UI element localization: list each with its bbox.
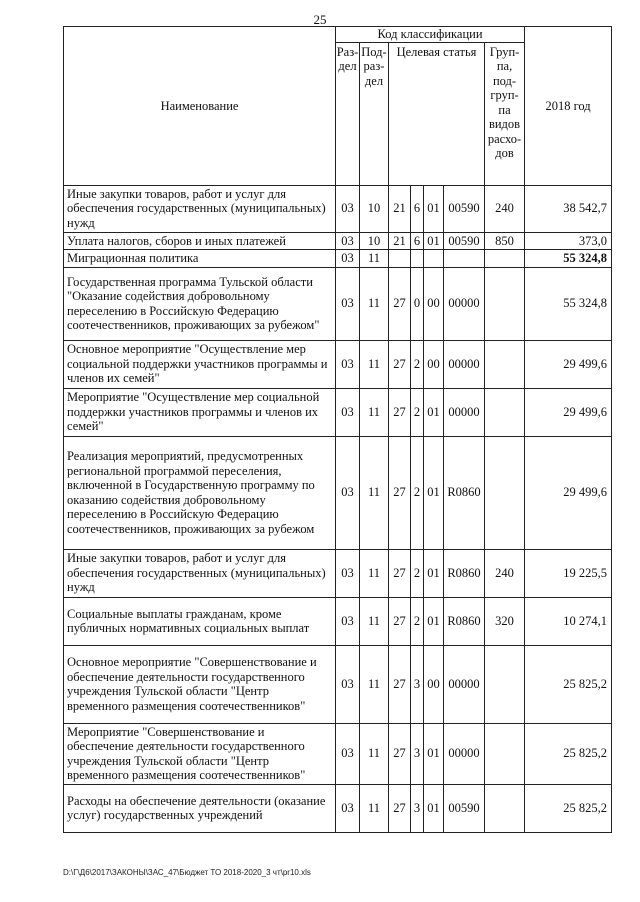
row-section: 03	[336, 723, 360, 784]
row-section: 03	[336, 784, 360, 832]
row-section: 03	[336, 185, 360, 232]
row-section: 03	[336, 232, 360, 250]
row-amount: 55 324,8	[525, 267, 612, 340]
row-direction: 00000	[444, 340, 485, 388]
row-expense-group: 240	[485, 185, 525, 232]
row-program: 27	[389, 436, 411, 549]
row-event: 01	[424, 388, 444, 436]
row-subsection: 11	[360, 597, 389, 645]
row-amount: 29 499,6	[525, 340, 612, 388]
header-classification: Код классификации	[336, 27, 525, 43]
row-amount: 25 825,2	[525, 784, 612, 832]
row-program: 27	[389, 723, 411, 784]
row-direction: R0860	[444, 436, 485, 549]
row-name: Мероприятие "Осуществление мер социальной поддержки участников программы и членов их семей"	[64, 388, 336, 436]
file-path-footer: D:\Г\Д6\2017\ЗАКОНЫ\ЗАС_47\Бюджет ТО 2018-2020_3 чт\pr10.xls	[63, 868, 311, 877]
row-subprogram: 6	[411, 232, 424, 250]
row-subsection: 11	[360, 340, 389, 388]
row-subsection: 11	[360, 267, 389, 340]
row-subsection: 11	[360, 388, 389, 436]
row-expense-group	[485, 784, 525, 832]
row-event: 01	[424, 723, 444, 784]
table-row	[64, 784, 612, 832]
row-name: Государственная программа Тульской области "Оказание содействия добровольному переселению в Российскую Федерацию соотечественников, проживающих за рубежом"	[64, 267, 336, 340]
row-expense-group	[485, 436, 525, 549]
table-row	[64, 597, 612, 645]
header-section: Раз- дел	[336, 42, 360, 185]
row-expense-group	[485, 388, 525, 436]
row-direction: R0860	[444, 597, 485, 645]
row-name: Мероприятие "Совершенствование и обеспечение деятельности государственного учреждения Тульской области "Центр временного размещения соотечественников"	[64, 723, 336, 784]
row-event: 01	[424, 185, 444, 232]
row-direction: 00590	[444, 232, 485, 250]
row-program: 27	[389, 784, 411, 832]
row-expense-group: 320	[485, 597, 525, 645]
row-event: 00	[424, 267, 444, 340]
row-name: Миграционная политика	[64, 250, 336, 268]
row-section: 03	[336, 645, 360, 723]
row-amount: 55 324,8	[525, 250, 612, 268]
row-amount: 25 825,2	[525, 645, 612, 723]
table-row	[64, 436, 612, 549]
row-name: Иные закупки товаров, работ и услуг для обеспечения государственных (муниципальных) нужд	[64, 549, 336, 597]
row-subprogram: 2	[411, 549, 424, 597]
row-amount: 19 225,5	[525, 549, 612, 597]
table-row	[64, 185, 612, 232]
row-amount: 373,0	[525, 232, 612, 250]
row-event: 01	[424, 597, 444, 645]
row-name: Иные закупки товаров, работ и услуг для обеспечения государственных (муниципальных) нужд	[64, 185, 336, 232]
table-row	[64, 388, 612, 436]
row-section: 03	[336, 388, 360, 436]
row-name: Уплата налогов, сборов и иных платежей	[64, 232, 336, 250]
row-program: 21	[389, 232, 411, 250]
page-number: 25	[313, 12, 327, 27]
table-row	[64, 340, 612, 388]
row-program: 27	[389, 388, 411, 436]
row-expense-group	[485, 645, 525, 723]
row-subprogram: 0	[411, 267, 424, 340]
row-subprogram: 3	[411, 784, 424, 832]
row-expense-group	[485, 267, 525, 340]
header-subsection: Под- раз- дел	[360, 42, 389, 185]
row-subsection: 11	[360, 784, 389, 832]
row-program: 27	[389, 549, 411, 597]
row-amount: 29 499,6	[525, 436, 612, 549]
row-section: 03	[336, 436, 360, 549]
row-section: 03	[336, 250, 360, 268]
row-subprogram	[411, 250, 424, 268]
row-subprogram: 3	[411, 723, 424, 784]
row-subsection: 10	[360, 185, 389, 232]
row-name: Основное мероприятие "Совершенствование и обеспечение деятельности государственного учреждения Тульской области "Центр временного размещения соотечественников"	[64, 645, 336, 723]
row-subsection: 11	[360, 436, 389, 549]
row-direction: 00590	[444, 784, 485, 832]
row-subprogram: 2	[411, 436, 424, 549]
row-direction: 00000	[444, 645, 485, 723]
row-event	[424, 250, 444, 268]
table-row	[64, 645, 612, 723]
row-direction: 00590	[444, 185, 485, 232]
row-expense-group	[485, 340, 525, 388]
header-target-article: Целевая статья	[389, 42, 485, 185]
row-program: 27	[389, 340, 411, 388]
row-subsection: 11	[360, 723, 389, 784]
table-row	[64, 232, 612, 250]
row-subprogram: 2	[411, 340, 424, 388]
row-program: 27	[389, 645, 411, 723]
row-name: Расходы на обеспечение деятельности (оказание услуг) государственных учреждений	[64, 784, 336, 832]
table-row	[64, 549, 612, 597]
header-year: 2018 год	[525, 27, 612, 186]
row-amount: 10 274,1	[525, 597, 612, 645]
row-amount: 25 825,2	[525, 723, 612, 784]
table-row	[64, 723, 612, 784]
row-subprogram: 3	[411, 645, 424, 723]
row-subprogram: 6	[411, 185, 424, 232]
row-subsection: 11	[360, 549, 389, 597]
header-row-1	[64, 27, 612, 43]
row-program: 27	[389, 597, 411, 645]
row-direction: 00000	[444, 267, 485, 340]
header-expense-group: Груп- па, под- груп- па видов расхо- дов	[485, 42, 525, 185]
row-program: 27	[389, 267, 411, 340]
row-program: 21	[389, 185, 411, 232]
row-expense-group	[485, 723, 525, 784]
row-amount: 38 542,7	[525, 185, 612, 232]
row-expense-group	[485, 250, 525, 268]
row-amount: 29 499,6	[525, 388, 612, 436]
row-direction: 00000	[444, 723, 485, 784]
row-subprogram: 2	[411, 388, 424, 436]
row-expense-group: 240	[485, 549, 525, 597]
row-event: 00	[424, 340, 444, 388]
row-direction	[444, 250, 485, 268]
table-row	[64, 267, 612, 340]
row-program	[389, 250, 411, 268]
row-expense-group: 850	[485, 232, 525, 250]
row-subprogram: 2	[411, 597, 424, 645]
table-row	[64, 250, 612, 268]
row-direction: R0860	[444, 549, 485, 597]
row-event: 01	[424, 436, 444, 549]
row-subsection: 10	[360, 232, 389, 250]
row-direction: 00000	[444, 388, 485, 436]
row-name: Социальные выплаты гражданам, кроме публичных нормативных социальных выплат	[64, 597, 336, 645]
row-event: 01	[424, 232, 444, 250]
header-name: Наименование	[64, 27, 336, 186]
row-subsection: 11	[360, 645, 389, 723]
row-name: Основное мероприятие "Осуществление мер социальной поддержки участников программы и членов их семей"	[64, 340, 336, 388]
row-event: 00	[424, 645, 444, 723]
row-subsection: 11	[360, 250, 389, 268]
budget-table	[63, 26, 612, 833]
row-section: 03	[336, 340, 360, 388]
row-event: 01	[424, 784, 444, 832]
row-name: Реализация мероприятий, предусмотренных региональной программой переселения, включенной в Государственную программу по оказанию содействия добровольному переселению в Российскую Федерацию соотечественников, проживающих за рубежом	[64, 436, 336, 549]
row-event: 01	[424, 549, 444, 597]
row-section: 03	[336, 597, 360, 645]
row-section: 03	[336, 549, 360, 597]
row-section: 03	[336, 267, 360, 340]
